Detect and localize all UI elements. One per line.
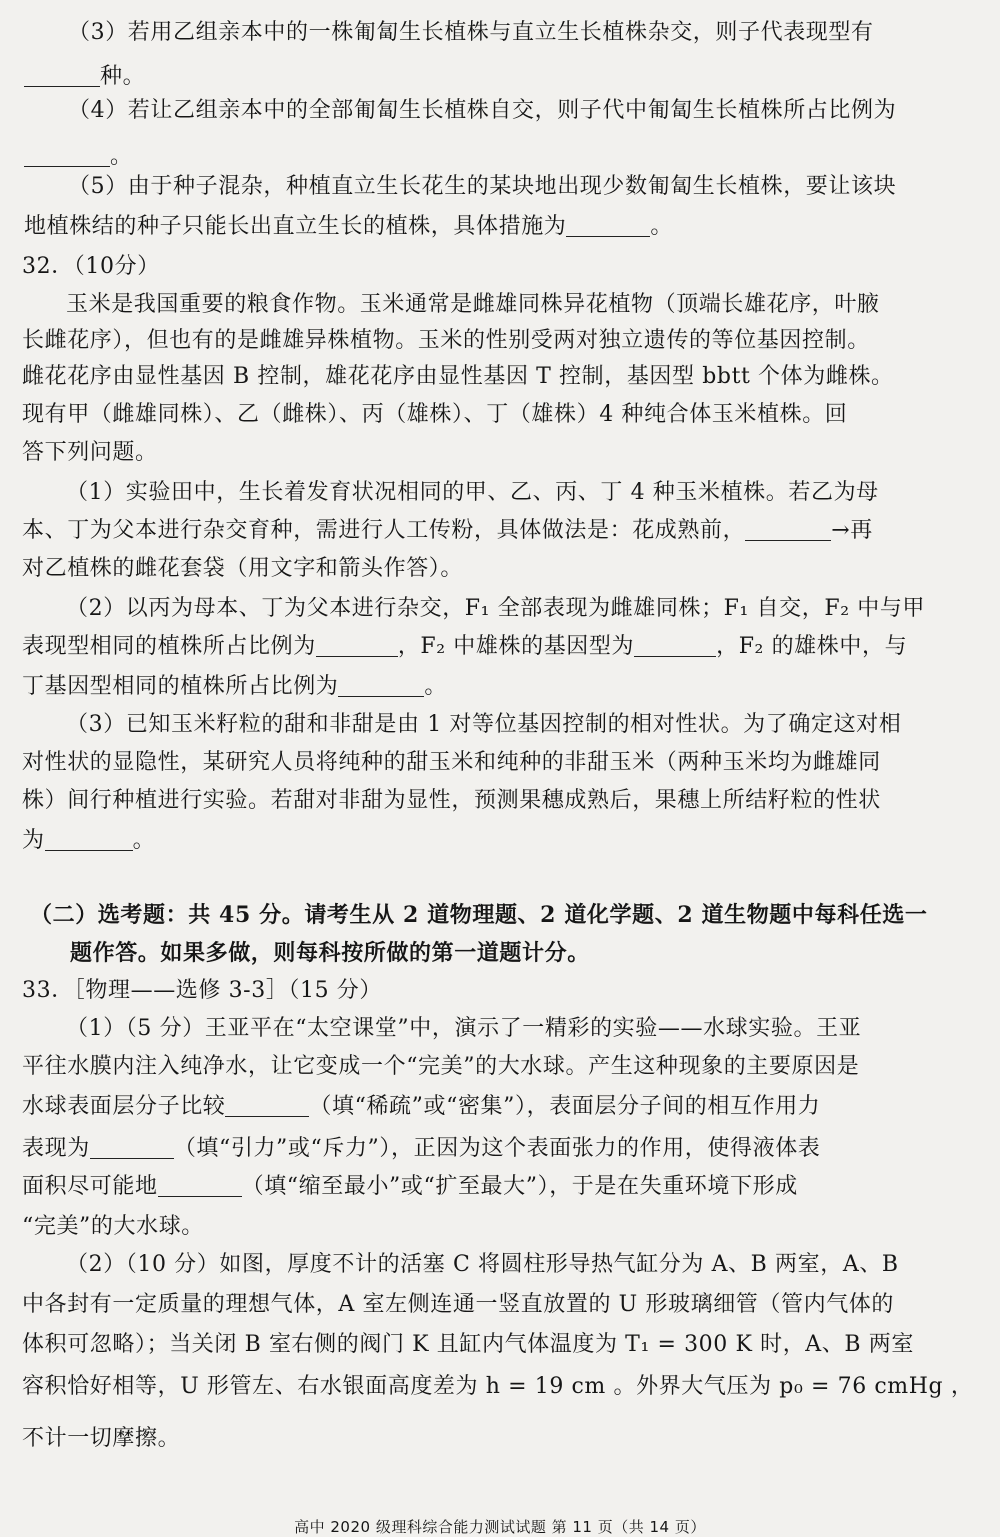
answer-blank[interactable] <box>338 674 424 697</box>
q33-part2-line2: 中各封有一定质量的理想气体，A 室左侧连通一竖直放置的 U 形玻璃细管（管内气体的 <box>22 1292 895 1317</box>
q32-intro-line5: 答下列问题。 <box>22 440 158 465</box>
q33-part1-text6: （填“缩至最小”或“扩至最大”），于是在失重环境下形成 <box>241 1174 798 1199</box>
q32-part3-text: 为 <box>22 828 45 853</box>
q32-part1-line1: （1）实验田中，生长着发育状况相同的甲、乙、丙、丁 4 种玉米植株。若乙为母 <box>66 480 879 505</box>
q32-part1-arrow: →再 <box>831 518 873 543</box>
q32-part1-line2 <box>22 516 873 546</box>
section2-line2: 题作答。如果多做，则每科按所做的第一道题计分。 <box>70 940 590 966</box>
q32-part2-text2: ，F₂ 中雄株的基因型为 <box>397 634 635 659</box>
q32-part2-text4: 丁基因型相同的植株所占比例为 <box>22 674 339 699</box>
page-footer: 高中 2020 级理科综合能力测试试题 第 11 页（共 14 页） <box>294 1518 706 1536</box>
q32-intro-line1: 玉米是我国重要的粮食作物。玉米通常是雌雄同株异花植物（顶端长雄花序，叶腋 <box>66 292 880 317</box>
q33-part1-text3: 表现为 <box>22 1136 90 1161</box>
answer-blank[interactable] <box>158 1174 242 1197</box>
q31-part5-text: 地植株结的种子只能长出直立生长的植株，具体措施为 <box>24 214 567 239</box>
q32-part2-line3 <box>22 672 447 702</box>
answer-blank[interactable] <box>316 634 398 657</box>
q32-part2-line2 <box>22 632 907 662</box>
q31-part3-line1: （3）若用乙组亲本中的一株匍匐生长植株与直立生长植株杂交，则子代表现型有 <box>68 20 874 45</box>
answer-blank[interactable] <box>745 518 831 541</box>
answer-blank[interactable] <box>45 828 133 851</box>
q32-header: 32．（10分） <box>22 254 160 279</box>
q32-part2-text3: ，F₂ 的雄株中，与 <box>716 634 908 659</box>
answer-blank[interactable] <box>24 144 110 167</box>
q33-part1-line1: （1）（5 分）王亚平在“太空课堂”中，演示了一精彩的实验——水球实验。王亚 <box>66 1016 862 1041</box>
q33-part1-line6: “完美”的大水球。 <box>22 1214 204 1239</box>
q32-part2-tail: 。 <box>424 674 448 699</box>
q31-part5-line2 <box>24 212 673 242</box>
q32-part3-line2: 对性状的显隐性，某研究人员将纯种的甜玉米和纯种的非甜玉米（两种玉米均为雌雄同 <box>22 750 881 775</box>
q31-part4-tail: 。 <box>110 144 133 169</box>
answer-blank[interactable] <box>24 64 100 87</box>
q33-part1-line3 <box>22 1092 820 1122</box>
q31-part4-line1: （4）若让乙组亲本中的全部匍匐生长植株自交，则子代中匍匐生长植株所占比例为 <box>68 98 897 123</box>
q33-part1-text4: （填“引力”或“斥力”），正因为这个表面张力的作用，使得液体表 <box>173 1136 821 1161</box>
q33-part2-line5: 不计一切摩擦。 <box>22 1426 181 1451</box>
q33-part1-text1: 水球表面层分子比较 <box>22 1094 226 1119</box>
q32-intro-line3: 雌花花序由显性基因 B 控制，雄花花序由显性基因 T 控制，基因型 bbtt 个体为雌株。 <box>22 364 894 389</box>
q33-part2-line3: 体积可忽略）；当关闭 B 室右侧的阀门 K 且缸内气体温度为 T₁ = 300 K 时，A、B 两室 <box>22 1332 914 1357</box>
section2-line1: （二）选考题：共 45 分。请考生从 2 道物理题、2 道化学题、2 道生物题中每科任选一 <box>30 902 928 928</box>
q32-intro-line4: 现有甲（雌雄同株）、乙（雌株）、丙（雄株）、丁（雄株）4 种纯合体玉米植株。回 <box>22 402 848 427</box>
q33-part1-text5: 面积尽可能地 <box>22 1174 158 1199</box>
q32-part1-line3: 对乙植株的雌花套袋（用文字和箭头作答）。 <box>22 556 464 581</box>
q32-intro-line2: 长雌花序），但也有的是雌雄异株植物。玉米的性别受两对独立遗传的等位基因控制。 <box>22 328 870 353</box>
q32-part3-line4 <box>22 826 155 856</box>
q31-part3-tail: 种。 <box>100 64 146 89</box>
q33-part1-line5 <box>22 1172 798 1202</box>
q32-part3-line1: （3）已知玉米籽粒的甜和非甜是由 1 对等位基因控制的相对性状。为了确定这对相 <box>66 712 902 737</box>
q33-part2-line1: （2）（10 分）如图，厚度不计的活塞 C 将圆柱形导热气缸分为 A、B 两室，A、B <box>66 1252 899 1277</box>
q33-header: 33．［物理——选修 3-3］（15 分） <box>22 978 383 1003</box>
q31-part4-line2 <box>24 142 133 172</box>
q32-part2-text1: 表现型相同的植株所占比例为 <box>22 634 316 659</box>
q32-part3-line3: 株）间行种植进行实验。若甜对非甜为显性，预测果穗成熟后，果穗上所结籽粒的性状 <box>22 788 881 813</box>
q31-part3-line2 <box>24 62 145 92</box>
answer-blank[interactable] <box>634 634 716 657</box>
q32-part2-line1: （2）以丙为母本、丁为父本进行杂交，F₁ 全部表现为雌雄同株；F₁ 自交，F₂ 中与甲 <box>66 596 926 621</box>
q31-part5-tail: 。 <box>650 214 674 239</box>
q33-part2-line4: 容积恰好相等，U 形管左、右水银面高度差为 h = 19 cm 。外界大气压为 p₀ = 76 cmHg ， <box>22 1374 974 1399</box>
answer-blank[interactable] <box>90 1136 174 1159</box>
q31-part5-line1: （5）由于种子混杂，种植直立生长花生的某块地出现少数匍匐生长植株，要让该块 <box>68 174 897 199</box>
answer-blank[interactable] <box>225 1094 309 1117</box>
q32-part3-tail: 。 <box>132 828 156 853</box>
q33-part1-line2: 平往水膜内注入纯净水，让它变成一个“完美”的大水球。产生这种现象的主要原因是 <box>22 1054 860 1079</box>
q33-part1-text2: （填“稀疏”或“密集”），表面层分子间的相互作用力 <box>309 1094 821 1119</box>
answer-blank[interactable] <box>566 214 650 237</box>
q33-part1-line4 <box>22 1134 820 1164</box>
q32-part1-text: 本、丁为父本进行杂交育种，需进行人工传粉，具体做法是：花成熟前， <box>22 518 746 543</box>
